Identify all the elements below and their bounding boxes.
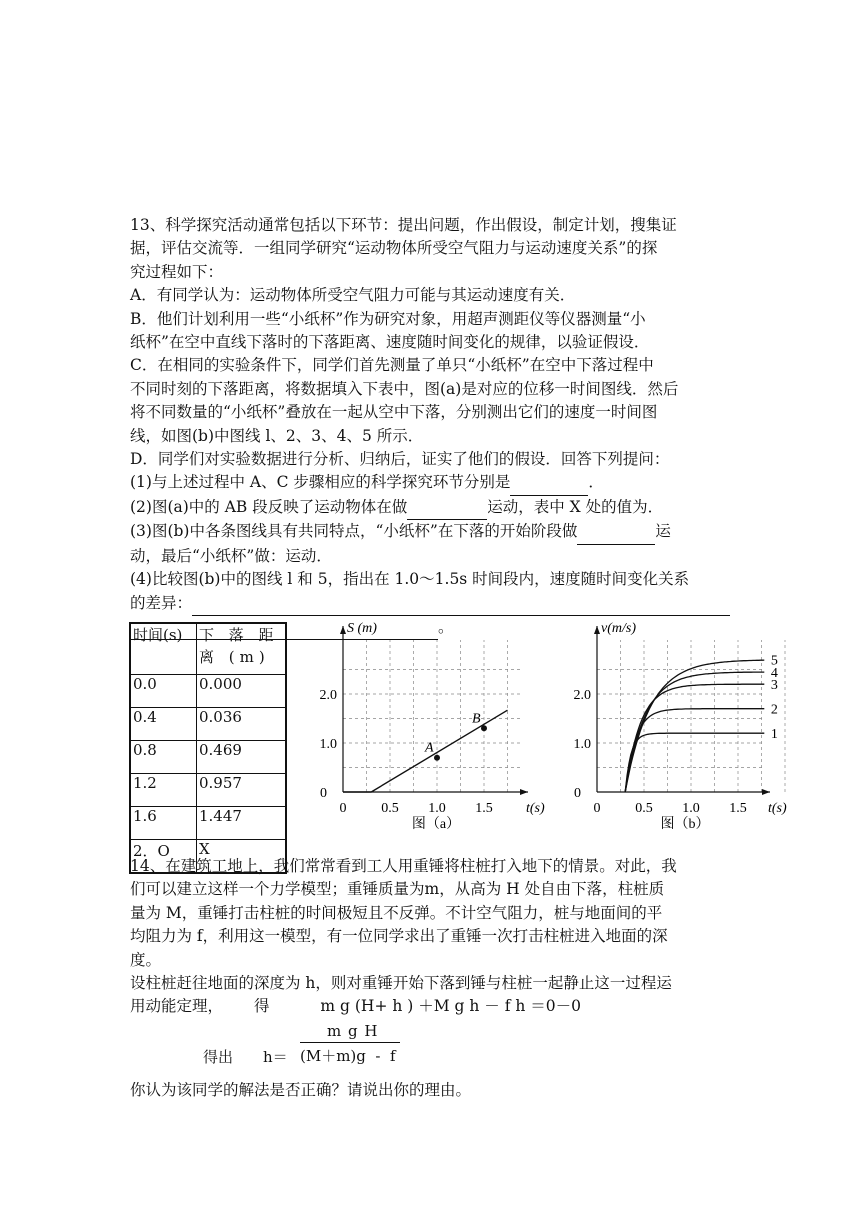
data-point-a — [434, 755, 440, 761]
table-row: 2．O X — [130, 840, 286, 874]
x-axis-arrow — [520, 789, 528, 795]
equation: m g (H+ h ) ＋M g h － f h ＝0－0 — [320, 997, 582, 1016]
q14-line7: 用动能定理， 得 m g (H+ h ) ＋M g h － f h ＝0－0 — [130, 997, 582, 1016]
chart-b-grid — [597, 640, 785, 792]
y-axis-label: v(m/s) — [601, 621, 636, 636]
result-formula: 得出 h＝ m g H (M＋m)g - f — [203, 1020, 423, 1070]
x-axis-label: t(s) — [526, 801, 545, 816]
data-point-b — [481, 725, 487, 731]
table-row: 0.8 0.469 — [130, 741, 286, 774]
q13-line: 纸杯”在空中直线下落时的下落距离、速度随时间变化的规律，以验证假设． — [130, 333, 650, 352]
x-tick-label: 1.0 — [682, 801, 700, 816]
table-row: 0.4 0.036 — [130, 708, 286, 741]
fraction-bar — [300, 1042, 400, 1043]
x-tick-label: 0.5 — [381, 801, 399, 816]
series-label-3: 3 — [770, 678, 778, 694]
chart-a — [300, 620, 550, 840]
fraction-numerator: m g H — [327, 1022, 379, 1040]
chart-b-axes — [574, 621, 788, 832]
series-line-4 — [625, 672, 764, 792]
q13-line: A．有同学认为：运动物体所受空气阻力可能与其运动速度有关． — [130, 286, 576, 305]
x-tick-label: 1.5 — [729, 801, 747, 816]
y-tick-label: 2.0 — [573, 688, 591, 703]
q13-sub1: (1)与上述过程中 A、C 步骤相应的科学探究环节分别是 ． — [130, 471, 730, 495]
table-row: 1.2 0.957 — [130, 774, 286, 807]
y-axis-arrow — [594, 626, 600, 634]
q13-sub2: (2)图(a)中的 AB 段反映了运动物体在做 运动，表中 X 处的值为． — [130, 496, 730, 520]
chart-a-grid — [343, 640, 520, 792]
table-header-row — [130, 623, 286, 675]
table-row: 1.6 1.447 — [130, 807, 286, 840]
q13-line: 据，评估交流等．一组同学研究“运动物体所受空气阻力与运动速度关系”的探 — [130, 239, 658, 258]
q13-line: 13、科学探究活动通常包括以下环节：提出问题，作出假设，制定计划，搜集证 — [130, 216, 677, 234]
q14-line: 14、在建筑工地上，我们常常看到工人用重锤将柱桩打入地下的情景。对此，我 — [130, 857, 677, 875]
q14-line: 均阻力为 f，利用这一模型，有一位同学求出了重锤一次打击柱桩进入地面的深 — [130, 927, 668, 946]
q13-line: 将不同数量的“小纸杯”叠放在一起从空中下落，分别测出它们的速度一时间图 — [130, 403, 658, 422]
x-tick-label: 0 — [593, 801, 601, 816]
q14-question: 你认为该同学的解法是否正确？请说出你的理由。 — [130, 1081, 472, 1099]
chart-caption: 图（b） — [660, 817, 710, 832]
q13-line: D．同学们对实验数据进行分析、归纳后，证实了他们的假设．回答下列提问： — [130, 450, 670, 469]
y-tick-label: 2.0 — [319, 688, 337, 703]
answer-blank-2[interactable] — [407, 496, 487, 520]
answer-blank-1[interactable] — [510, 471, 588, 495]
y-tick-label: 0 — [320, 786, 327, 801]
fraction-denominator: (M＋m)g - f — [300, 1047, 396, 1065]
x-tick-label: 0 — [339, 801, 347, 816]
q14-line: 们可以建立这样一个力学模型；重锤质量为m，从高为 H 处自由下落，柱桩质 — [130, 880, 665, 899]
table-row: 0.0 0.000 — [130, 675, 286, 708]
point-label: B — [472, 711, 481, 727]
point-label: A — [425, 740, 434, 756]
q14-line: 度。 — [130, 950, 162, 969]
y-tick-label: 1.0 — [573, 737, 591, 752]
table-header-time: 时间(s) — [130, 623, 197, 675]
series-line-3 — [625, 684, 764, 792]
series-label-4: 4 — [770, 665, 778, 681]
x-axis-label: t(s) — [768, 801, 787, 816]
y-axis-arrow — [340, 626, 346, 634]
q13-line: 线，如图(b)中图线 l、2、3、4、5 所示． — [130, 426, 424, 445]
q13-text — [130, 214, 730, 640]
q13-sub4-line2: 的差异： — [130, 592, 730, 616]
data-table — [129, 622, 287, 874]
q14-text — [130, 855, 730, 1019]
chart-a-axes — [320, 621, 546, 832]
series-line-2 — [625, 709, 764, 792]
y-tick-label: 1.0 — [319, 737, 337, 752]
chart-caption: 图（a） — [411, 817, 461, 832]
table-header-distance: 下 落 距 离 (m) — [197, 623, 287, 675]
answer-blank-3[interactable] — [577, 520, 655, 544]
y-tick-label: 0 — [574, 786, 581, 801]
q13-line: 不同时刻的下落距离，将数据填入下表中，图(a)是对应的位移一时间图线．然后 — [130, 379, 679, 398]
q13-sub4: (4)比较图(b)中的图线 l 和 5，指出在 1.0～1.5s 时间段内，速度随时间变化关系 — [130, 570, 690, 589]
series-line-5 — [625, 660, 764, 792]
q14-line: 量为 M，重锤打击柱桩的时间极短且不反弹。不计空气阻力，桩与地面间的平 — [130, 903, 663, 922]
q13-line: 究过程如下： — [130, 262, 224, 281]
q13-sub4-line3: 。 — [130, 616, 730, 640]
series-label-5: 5 — [770, 653, 778, 669]
chart-b-marks — [625, 654, 778, 792]
q13-sub3: (3)图(b)中各条图线具有共同特点，“小纸杯”在下落的开始阶段做 运 — [130, 520, 730, 544]
q13-line: B．他们计划利用一些“小纸杯”作为研究对象，用超声测距仪等仪器测量“小 — [130, 309, 646, 328]
chart-b — [550, 620, 790, 840]
q13-sub3-line2: 动，最后“小纸杯”做：运动． — [130, 546, 332, 565]
q14-line: 设柱桩赶往地面的深度为 h，则对重锤开始下落到锤与柱桩一起静止这一过程运 — [130, 974, 672, 993]
series-label-2: 2 — [770, 702, 778, 718]
x-tick-label: 1.0 — [428, 801, 446, 816]
series-line-1 — [625, 733, 764, 792]
series-label-1: 1 — [770, 727, 778, 743]
answer-blank-4a[interactable] — [192, 592, 730, 616]
x-tick-label: 1.5 — [475, 801, 493, 816]
x-tick-label: 0.5 — [635, 801, 653, 816]
y-axis-label: S (m) — [347, 621, 377, 636]
chart-a-marks — [343, 710, 508, 792]
x-axis-arrow — [762, 789, 770, 795]
q13-line: C．在相同的实验条件下，同学们首先测量了单只“小纸杯”在空中下落过程中 — [130, 356, 654, 375]
